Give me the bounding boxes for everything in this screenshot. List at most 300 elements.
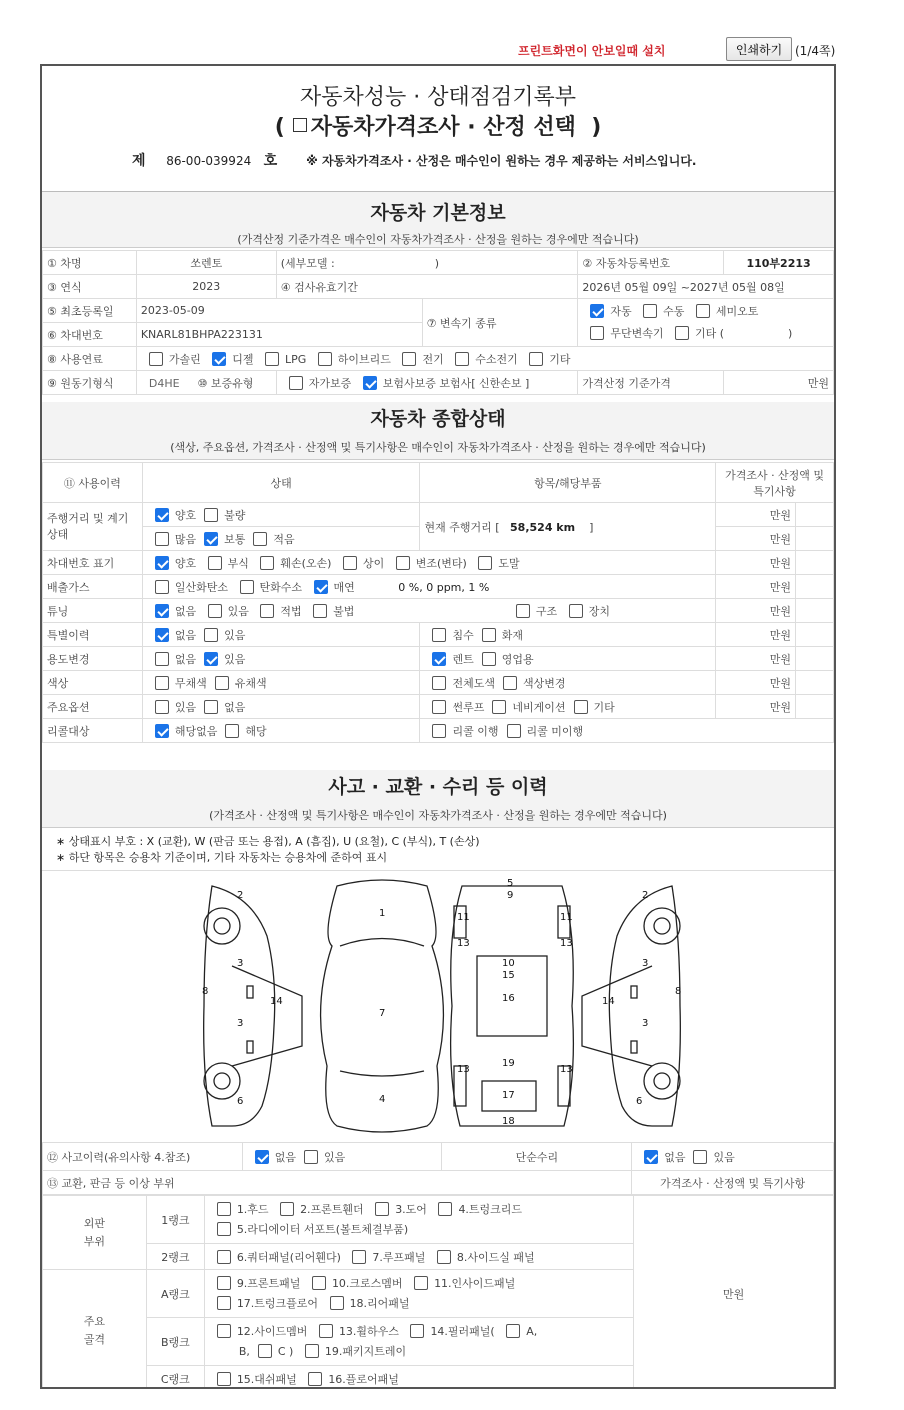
biz-label: 영업용 (501, 652, 534, 666)
part-13-label: 13.휠하우스 (338, 1324, 399, 1338)
odo-few-label: 적음 (273, 532, 295, 546)
first-reg: 2023-05-09 (136, 299, 422, 323)
price-empty (796, 527, 834, 551)
achromatic-label: 무채색 (174, 676, 207, 690)
rankA-label: A랭크 (146, 1270, 204, 1318)
parts-table (42, 1195, 834, 1389)
recall-items (420, 719, 834, 743)
car-name: 쏘렌토 (136, 251, 276, 275)
svg-text:11: 11 (560, 912, 573, 923)
svg-text:6: 6 (237, 1096, 244, 1107)
part-9-label: 9.프론트패널 (236, 1276, 301, 1290)
part-10-label: 10.크로스멤버 (331, 1276, 403, 1290)
part-16-label: 16.플로어패널 (328, 1372, 399, 1386)
pillar-b-label: B, (238, 1344, 250, 1358)
base-price-label: 가격산정 기준가격 (578, 371, 724, 395)
biz-checkbox[interactable] (482, 652, 496, 666)
parts-price-unit: 만원 (634, 1196, 834, 1390)
warranty-insurer-checkbox[interactable] (363, 376, 377, 390)
part-19-label: 19.패키지트레이 (324, 1344, 407, 1358)
document-number: 86-00-039924 (166, 154, 252, 168)
price-unit: 만원 (716, 671, 796, 695)
rankC-label: C랭크 (146, 1366, 204, 1390)
fuel-hydrogen-checkbox[interactable] (455, 352, 469, 366)
vm-damage-checkbox[interactable] (260, 556, 274, 570)
warranty-label: ⑩ 보증유형 (197, 376, 254, 390)
color-items (420, 671, 716, 695)
price-empty (796, 575, 834, 599)
svg-text:13: 13 (457, 1064, 470, 1075)
vm-damage-label: 훼손(오손) (280, 556, 332, 570)
warranty-self-checkbox[interactable] (289, 376, 303, 390)
svg-text:2: 2 (237, 890, 244, 901)
part-18-checkbox[interactable] (330, 1296, 344, 1310)
vin-label: ⑥ 차대번호 (43, 323, 137, 347)
opt-other-checkbox[interactable] (574, 700, 588, 714)
flood-checkbox[interactable] (432, 628, 446, 642)
odo-good-checkbox[interactable] (155, 508, 169, 522)
trans-semi-label: 세미오토 (715, 304, 759, 318)
odo-reading (420, 503, 716, 551)
special-none-checkbox[interactable] (155, 628, 169, 642)
option-none-label: 없음 (224, 700, 246, 714)
fuel-electric-label: 전기 (422, 352, 444, 366)
price-empty (796, 599, 834, 623)
price-unit: 만원 (716, 575, 796, 599)
special-items (420, 623, 716, 647)
price-empty (796, 647, 834, 671)
part-9-checkbox[interactable] (217, 1276, 231, 1290)
basic-info-title: 자동차 기본정보 (370, 202, 506, 224)
vm-stolen-label: 도말 (498, 556, 520, 570)
svg-text:6: 6 (636, 1096, 643, 1107)
warranty-insurer-label: 보험사보증 보험사[ 신한손보 ] (382, 376, 530, 390)
trans-manual-label: 수동 (663, 304, 685, 318)
odo-close: ] (589, 520, 594, 534)
part-14-label: 14.필러패널( (430, 1324, 495, 1338)
exhaust-label: 배출가스 (43, 575, 143, 599)
trans-cvt-label: 무단변속기 (610, 326, 664, 340)
part-12-label: 12.사이드멤버 (236, 1324, 308, 1338)
title-block (42, 66, 834, 192)
color-change-label: 색상변경 (523, 676, 566, 690)
fuel-other-label: 기타 (549, 352, 571, 366)
option-exist-label: 있음 (174, 700, 197, 714)
special-exist-checkbox[interactable] (204, 628, 218, 642)
part-15-label: 15.대쉬패널 (236, 1372, 297, 1386)
col-item: 항목/해당부품 (420, 463, 716, 503)
tuning-none-label: 없음 (174, 604, 197, 618)
svg-text:13: 13 (560, 938, 573, 949)
special-exist-label: 있음 (224, 628, 246, 642)
trans-semi-checkbox[interactable] (696, 304, 710, 318)
warranty-self-label: 자가보증 (308, 376, 352, 390)
odo-normal-label: 보통 (224, 532, 246, 546)
part-10-checkbox[interactable] (312, 1276, 326, 1290)
detail-model-label: (세부모델 : (280, 256, 335, 270)
color-state (142, 671, 420, 695)
document-title: 자동차성능 · 상태점검기록부 (299, 85, 576, 110)
pillar-c-label: C ) (277, 1344, 294, 1358)
special-label: 특별이력 (43, 623, 143, 647)
part-2-checkbox[interactable] (280, 1202, 294, 1216)
reg-no-label: ② 자동차등록번호 (578, 251, 724, 275)
fire-label: 화재 (501, 628, 524, 642)
part-16-checkbox[interactable] (308, 1372, 322, 1386)
document-number-row (132, 150, 696, 170)
navi-checkbox[interactable] (492, 700, 506, 714)
vm-diff-checkbox[interactable] (343, 556, 357, 570)
trans-other-checkbox[interactable] (675, 326, 689, 340)
fuel-gasoline-checkbox[interactable] (149, 352, 163, 366)
svg-text:8: 8 (202, 986, 209, 997)
price-empty (796, 623, 834, 647)
exhaust-co-label: 일산화탄소 (174, 580, 228, 594)
fuel-diesel-checkbox[interactable] (212, 352, 226, 366)
tuning-exist-checkbox[interactable] (208, 604, 222, 618)
service-notice: ※ 자동차가격조사 · 산정은 매수인이 원하는 경우 제공하는 서비스입니다. (306, 154, 697, 168)
legend-line-1: ∗ 상태표시 부호 : X (교환), W (판금 또는 용접), A (흠집), U (요철), C (부식), T (손상) (56, 835, 480, 848)
price-empty (796, 695, 834, 719)
rank1-label: 1랭크 (146, 1196, 204, 1244)
full-paint-checkbox[interactable] (432, 676, 446, 690)
fuel-gasoline-label: 가솔린 (168, 352, 201, 366)
status-table (42, 462, 834, 743)
odo-good-label: 양호 (174, 508, 197, 522)
warranty-options (276, 371, 578, 395)
part-3-checkbox[interactable] (375, 1202, 389, 1216)
simple-repair-options (632, 1143, 834, 1171)
tuning-none-checkbox[interactable] (155, 604, 169, 618)
repair-none-label: 없음 (664, 1150, 686, 1164)
part-15-checkbox[interactable] (217, 1372, 231, 1386)
rent-checkbox[interactable] (432, 652, 446, 666)
install-hint[interactable]: 프린트화면이 안보일때 설치 (518, 44, 666, 58)
recall-yes-checkbox[interactable] (225, 724, 239, 738)
recall-na-checkbox[interactable] (155, 724, 169, 738)
price-unit: 만원 (716, 599, 796, 623)
part-4-label: 4.트렁크리드 (458, 1202, 523, 1216)
part-19-checkbox[interactable] (305, 1344, 319, 1358)
no-prefix: 제 (132, 153, 146, 169)
price-check-checkbox[interactable] (293, 118, 307, 132)
col-usage: ⑪ 사용이력 (43, 463, 143, 503)
engine-type: D4HE (148, 376, 180, 390)
first-reg-label: ⑤ 최초등록일 (43, 299, 137, 323)
recall-na-label: 해당없음 (174, 724, 218, 738)
car-diagram (192, 876, 692, 1136)
rankA-parts (204, 1270, 633, 1318)
fuel-hybrid-checkbox[interactable] (318, 352, 332, 366)
trans-label: ⑦ 변속기 종류 (422, 299, 578, 347)
price-empty (796, 551, 834, 575)
fuel-hydrogen-label: 수소전기 (475, 352, 518, 366)
tuning-structure-label: 구조 (535, 604, 558, 618)
tuning-device-label: 장치 (588, 604, 610, 618)
color-change-checkbox[interactable] (503, 676, 517, 690)
left-side-view (202, 886, 302, 1126)
engine-label: ⑨ 원동기형식 (43, 371, 137, 395)
odo-normal-checkbox[interactable] (204, 532, 218, 546)
pillar-b-checkbox[interactable] (258, 1344, 272, 1358)
exhaust-hc-label: 탄화수소 (259, 580, 303, 594)
price-unit: 만원 (716, 647, 796, 671)
trans-other-label: 기타 ( (694, 326, 725, 340)
odo-bad-label: 불량 (224, 508, 246, 522)
detail-model-close: ) (434, 256, 440, 270)
document-subtitle (42, 110, 834, 141)
part-1-label: 1.후드 (236, 1202, 269, 1216)
svg-text:4: 4 (379, 1094, 386, 1105)
odo-state-row1 (142, 503, 420, 527)
rank1-parts (204, 1196, 633, 1244)
tuning-legal-checkbox[interactable] (260, 604, 274, 618)
fuel-diesel-label: 디젤 (232, 352, 254, 366)
part-8-label: 8.사이드실 패널 (456, 1250, 535, 1264)
col-price: 가격조사 · 산정액 및 특기사항 (716, 463, 834, 503)
svg-text:14: 14 (270, 996, 283, 1007)
part-6-label: 6.쿼터패널(리어휀다) (236, 1250, 341, 1264)
year-label: ③ 연식 (43, 275, 137, 299)
usage-change-label: 용도변경 (43, 647, 143, 671)
odo-few-checkbox[interactable] (253, 532, 267, 546)
special-state (142, 623, 420, 647)
rankB-label: B랭크 (146, 1318, 204, 1366)
odo-many-checkbox[interactable] (155, 532, 169, 546)
accident-history-options (242, 1143, 442, 1171)
fuel-electric-checkbox[interactable] (402, 352, 416, 366)
subtitle-text: 자동차가격조사 · 산정 선택 (310, 115, 576, 140)
parts-label: ⑬ 교환, 판금 등 이상 부위 (43, 1171, 632, 1195)
outer-panel-label: 외판 부위 (43, 1196, 147, 1270)
svg-text:1: 1 (379, 908, 386, 919)
recall-notdone-label: 리콜 미이행 (526, 724, 584, 738)
repair-none-checkbox[interactable] (644, 1150, 658, 1164)
tuning-illegal-checkbox[interactable] (313, 604, 327, 618)
vin-mark-options (142, 551, 715, 575)
part-2-label: 2.프론트휀더 (300, 1202, 364, 1216)
exhaust-co-checkbox[interactable] (155, 580, 169, 594)
exhaust-values: 0 %, 0 ppm, 1 % (398, 580, 490, 594)
vm-rust-checkbox[interactable] (208, 556, 222, 570)
overall-status-note: (색상, 주요옵션, 가격조사 · 산정액 및 특기사항은 매수인이 자동차가격조사 · 산정을 원하는 경우에만 적습니다) (170, 441, 706, 454)
opt-other-label: 기타 (593, 700, 615, 714)
trans-auto-checkbox[interactable] (590, 304, 604, 318)
odo-bad-checkbox[interactable] (204, 508, 218, 522)
accident-table (42, 1142, 834, 1195)
usage-change-state (142, 647, 420, 671)
fire-checkbox[interactable] (482, 628, 496, 642)
svg-text:19: 19 (502, 1058, 515, 1069)
exhaust-smoke-label: 매연 (333, 580, 355, 594)
part-7-label: 7.루프패널 (372, 1250, 426, 1264)
vin: KNARL81BHPA223131 (136, 323, 422, 347)
svg-text:11: 11 (457, 912, 470, 923)
exhaust-hc-checkbox[interactable] (240, 580, 254, 594)
simple-repair-label: 단순수리 (442, 1143, 632, 1171)
odo-label: 주행거리 및 계기상태 (43, 503, 143, 551)
svg-text:9: 9 (507, 890, 514, 901)
no-suffix: 호 (263, 153, 278, 169)
parts-price-label: 가격조사 · 산정액 및 특기사항 (632, 1171, 834, 1195)
option-state (142, 695, 420, 719)
tuning-device-checkbox[interactable] (569, 604, 583, 618)
accident-none-label: 없음 (274, 1150, 296, 1164)
pillar-a-label: A, (526, 1324, 538, 1338)
sunroof-checkbox[interactable] (432, 700, 446, 714)
part-12-checkbox[interactable] (217, 1324, 231, 1338)
part-5-checkbox[interactable] (217, 1222, 231, 1236)
pillar-a-checkbox[interactable] (506, 1324, 520, 1338)
top-view (321, 880, 444, 1132)
fuel-lpg-checkbox[interactable] (265, 352, 279, 366)
right-side-view (582, 886, 681, 1126)
part-14-checkbox[interactable] (410, 1324, 424, 1338)
tuning-structure-checkbox[interactable] (516, 604, 530, 618)
car-name-label: ① 차명 (43, 251, 137, 275)
trans-manual-checkbox[interactable] (643, 304, 657, 318)
overall-status-header (42, 402, 834, 460)
legend-line-2: ∗ 하단 항목은 승용차 기준이며, 기타 자동차는 승용차에 준하여 표시 (56, 851, 388, 864)
usage-none-checkbox[interactable] (155, 652, 169, 666)
price-unit: 만원 (716, 503, 796, 527)
option-items (420, 695, 716, 719)
price-empty (796, 671, 834, 695)
odo-many-label: 많음 (174, 532, 197, 546)
trans-auto-label: 자동 (610, 304, 632, 318)
price-unit: 만원 (716, 527, 796, 551)
print-button[interactable]: 인쇄하기 (726, 37, 792, 61)
svg-text:13: 13 (560, 1064, 573, 1075)
detail-model-cell (276, 251, 578, 275)
color-label: 색상 (43, 671, 143, 695)
inspect-period: 2026년 05월 09일 ~2027년 05월 08일 (578, 275, 834, 299)
option-exist-checkbox[interactable] (155, 700, 169, 714)
accident-none-checkbox[interactable] (255, 1150, 269, 1164)
svg-text:3: 3 (237, 958, 244, 969)
frame-label: 주요 골격 (43, 1270, 147, 1390)
tuning-label: 튜닝 (43, 599, 143, 623)
achromatic-checkbox[interactable] (155, 676, 169, 690)
usage-exist-label: 있음 (224, 652, 246, 666)
usage-none-label: 없음 (174, 652, 197, 666)
reg-no: 110부2213 (724, 251, 834, 275)
fuel-lpg-label: LPG (285, 352, 307, 366)
page-indicator: (1/4쪽) (795, 44, 836, 58)
repair-exist-checkbox[interactable] (693, 1150, 707, 1164)
accident-history-label: ⑫ 사고이력(유의사항 4.참조) (43, 1143, 243, 1171)
accident-exist-label: 있음 (324, 1150, 346, 1164)
trans-cvt-checkbox[interactable] (590, 326, 604, 340)
part-17-label: 17.트렁크플로어 (236, 1296, 319, 1310)
recall-done-label: 리콜 이행 (452, 724, 499, 738)
car-diagram-svg (192, 876, 692, 1136)
odo-value: 58,524 km (510, 520, 576, 534)
basic-info-table (42, 250, 834, 395)
svg-text:10: 10 (502, 958, 515, 969)
basic-info-header (42, 192, 834, 248)
part-1-checkbox[interactable] (217, 1202, 231, 1216)
vm-rust-label: 부식 (227, 556, 249, 570)
vin-mark-label: 차대번호 표기 (43, 551, 143, 575)
trans-options (578, 299, 834, 347)
exhaust-options (142, 575, 715, 599)
tuning-legal-label: 적법 (280, 604, 302, 618)
part-11-checkbox[interactable] (414, 1276, 428, 1290)
part-18-label: 18.리어패널 (349, 1296, 410, 1310)
accident-title: 사고 · 교환 · 수리 등 이력 (328, 776, 548, 798)
accident-header (42, 770, 834, 828)
part-3-label: 3.도어 (395, 1202, 427, 1216)
recall-done-checkbox[interactable] (432, 724, 446, 738)
accident-exist-checkbox[interactable] (304, 1150, 318, 1164)
fuel-label: ⑧ 사용연료 (43, 347, 137, 371)
vm-good-checkbox[interactable] (155, 556, 169, 570)
part-4-checkbox[interactable] (438, 1202, 452, 1216)
part-17-checkbox[interactable] (217, 1296, 231, 1310)
svg-text:7: 7 (379, 1008, 386, 1019)
paren-close: ) (591, 115, 602, 140)
svg-text:3: 3 (642, 958, 649, 969)
chromatic-checkbox[interactable] (215, 676, 229, 690)
part-11-label: 11.인사이드패널 (434, 1276, 516, 1290)
price-unit: 만원 (716, 551, 796, 575)
rank2-label: 2랭크 (146, 1244, 204, 1270)
vm-alter-label: 변조(변타) (415, 556, 467, 570)
fuel-other-checkbox[interactable] (529, 352, 543, 366)
svg-text:3: 3 (642, 1018, 649, 1029)
accident-note: (가격조사 · 산정액 및 특기사항은 매수인이 자동차가격조사 · 산정을 원하는 경우에만 적습니다) (209, 809, 667, 822)
svg-text:14: 14 (602, 996, 615, 1007)
recall-yes-label: 해당 (245, 724, 267, 738)
rankB-parts (204, 1318, 633, 1366)
special-none-label: 없음 (174, 628, 197, 642)
recall-notdone-checkbox[interactable] (507, 724, 521, 738)
part-7-checkbox[interactable] (352, 1250, 366, 1264)
rank2-parts (204, 1244, 633, 1270)
vm-alter-checkbox[interactable] (396, 556, 410, 570)
part-13-checkbox[interactable] (319, 1324, 333, 1338)
basic-info-note: (가격산정 기준가격은 매수인이 자동차가격조사 · 산정을 원하는 경우에만 적습니다) (237, 233, 639, 246)
price-empty (796, 503, 834, 527)
option-none-checkbox[interactable] (204, 700, 218, 714)
vm-diff-label: 상이 (362, 556, 385, 570)
recall-state (142, 719, 420, 743)
rankC-parts (204, 1366, 633, 1390)
svg-text:2: 2 (642, 890, 649, 901)
odo-state-row2 (142, 527, 420, 551)
usage-exist-checkbox[interactable] (204, 652, 218, 666)
sunroof-label: 썬루프 (452, 700, 485, 714)
svg-text:18: 18 (502, 1116, 515, 1127)
tuning-illegal-label: 불법 (333, 604, 355, 618)
rent-label: 렌트 (452, 652, 474, 666)
fuel-hybrid-label: 하이브리드 (337, 352, 391, 366)
chromatic-label: 유채색 (234, 676, 267, 690)
overall-status-title: 자동차 종합상태 (370, 408, 506, 430)
underbody-view (451, 878, 574, 1127)
repair-exist-label: 있음 (713, 1150, 735, 1164)
part-8-checkbox[interactable] (437, 1250, 451, 1264)
svg-text:8: 8 (675, 986, 682, 997)
vm-stolen-checkbox[interactable] (478, 556, 492, 570)
part-6-checkbox[interactable] (217, 1250, 231, 1264)
exhaust-smoke-checkbox[interactable] (314, 580, 328, 594)
svg-text:5: 5 (507, 878, 514, 889)
price-unit: 만원 (716, 623, 796, 647)
vm-good-label: 양호 (174, 556, 197, 570)
price-unit: 만원 (716, 695, 796, 719)
